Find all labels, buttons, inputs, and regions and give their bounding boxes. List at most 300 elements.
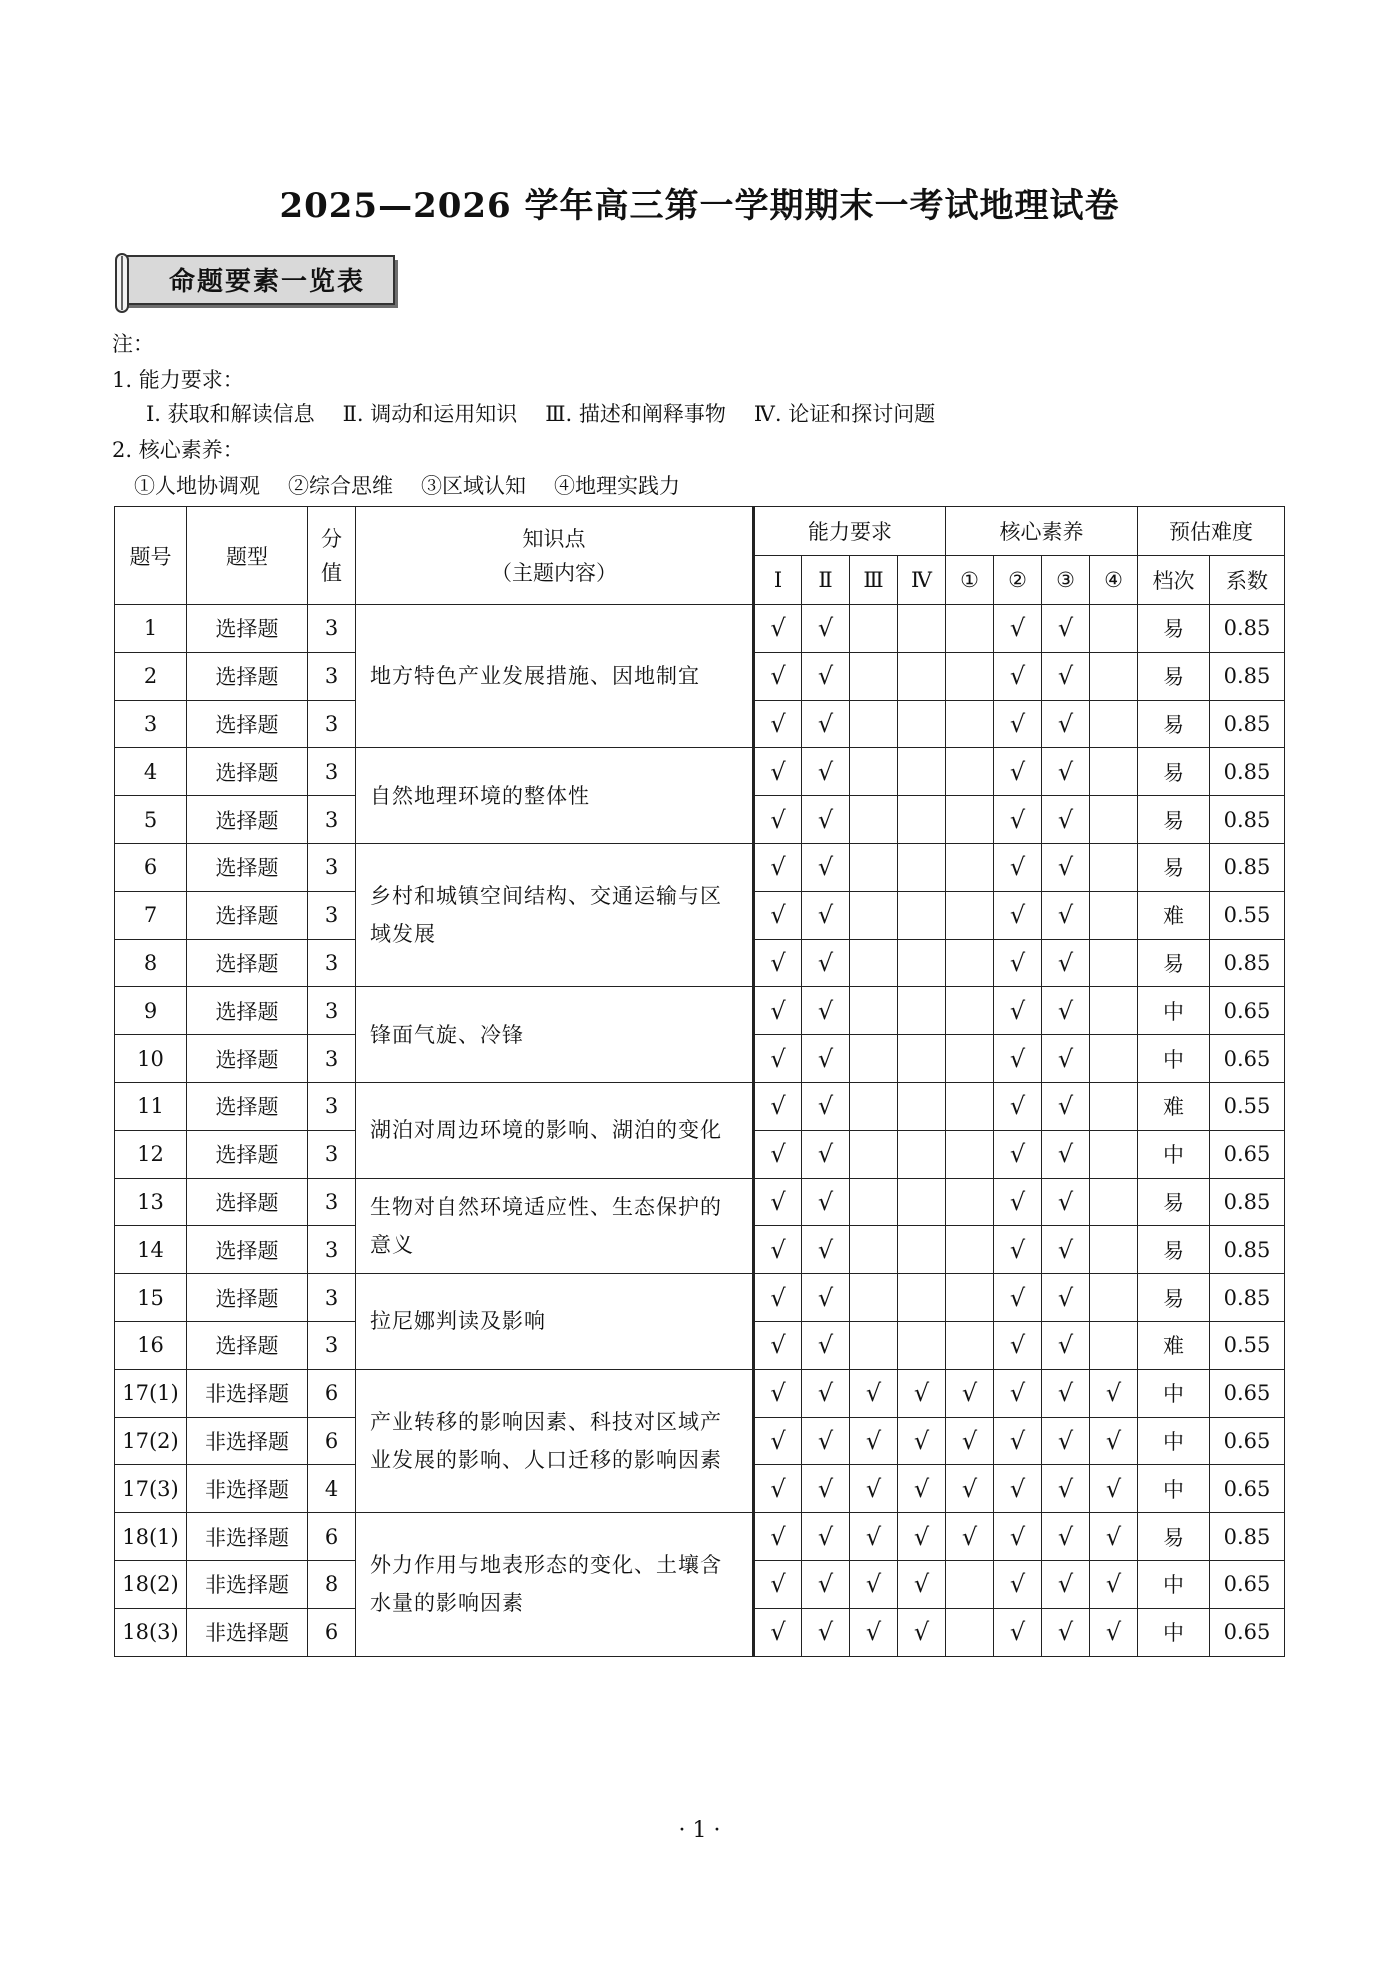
cell-ability-check: √ <box>850 1417 898 1465</box>
cell-coefficient: 0.55 <box>1210 1321 1285 1369</box>
cell-literacy-check: √ <box>1042 605 1090 653</box>
header-ability-col: Ⅱ <box>802 556 850 605</box>
cell-level: 难 <box>1138 891 1210 939</box>
cell-ability-check: √ <box>754 1274 802 1322</box>
table-row <box>115 1274 1285 1322</box>
cell-literacy-check <box>1090 891 1138 939</box>
cell-literacy-check: √ <box>1090 1417 1138 1465</box>
cell-score: 3 <box>308 1274 356 1322</box>
cell-literacy-check: √ <box>1042 1369 1090 1417</box>
cell-ability-check: √ <box>802 1130 850 1178</box>
cell-number: 12 <box>115 1130 187 1178</box>
cell-level: 易 <box>1138 939 1210 987</box>
cell-score: 3 <box>308 1130 356 1178</box>
cell-ability-check: √ <box>754 1465 802 1513</box>
cell-ability-check <box>898 1035 946 1083</box>
cell-literacy-check: √ <box>994 1369 1042 1417</box>
header-literacy-col: ② <box>994 556 1042 605</box>
cell-type: 非选择题 <box>187 1465 308 1513</box>
cell-literacy-check <box>1090 939 1138 987</box>
cell-level: 易 <box>1138 652 1210 700</box>
cell-ability-check: √ <box>802 700 850 748</box>
cell-topic: 自然地理环境的整体性 <box>356 748 754 844</box>
cell-score: 6 <box>308 1608 356 1656</box>
cell-ability-check <box>850 891 898 939</box>
cell-literacy-check <box>946 1178 994 1226</box>
cell-coefficient: 0.65 <box>1210 1465 1285 1513</box>
cell-ability-check <box>850 1035 898 1083</box>
cell-coefficient: 0.65 <box>1210 987 1285 1035</box>
table-row <box>115 1369 1285 1417</box>
cell-ability-check: √ <box>802 843 850 891</box>
cell-literacy-check: √ <box>1042 1178 1090 1226</box>
cell-number: 17(1) <box>115 1369 187 1417</box>
cell-ability-check <box>898 748 946 796</box>
cell-type: 选择题 <box>187 891 308 939</box>
cell-number: 1 <box>115 605 187 653</box>
cell-literacy-check: √ <box>994 1226 1042 1274</box>
cell-ability-check: √ <box>754 1513 802 1561</box>
cell-number: 18(1) <box>115 1513 187 1561</box>
cell-ability-check: √ <box>802 1369 850 1417</box>
cell-literacy-check: √ <box>1042 1130 1090 1178</box>
header-literacy-col: ④ <box>1090 556 1138 605</box>
cell-level: 难 <box>1138 1082 1210 1130</box>
cell-score: 3 <box>308 652 356 700</box>
cell-type: 选择题 <box>187 1178 308 1226</box>
cell-ability-check: √ <box>754 843 802 891</box>
cell-literacy-check <box>1090 1274 1138 1322</box>
cell-ability-check <box>850 987 898 1035</box>
header-ability-col: Ⅲ <box>850 556 898 605</box>
cell-score: 3 <box>308 891 356 939</box>
header-ability: 能力要求 <box>754 507 946 556</box>
cell-score: 6 <box>308 1369 356 1417</box>
cell-ability-check <box>898 652 946 700</box>
cell-literacy-check: √ <box>1042 1513 1090 1561</box>
ability-list <box>146 398 963 428</box>
cell-ability-check <box>898 1178 946 1226</box>
cell-ability-check: √ <box>754 1608 802 1656</box>
cell-literacy-check: √ <box>1042 891 1090 939</box>
header-type: 题型 <box>187 507 308 605</box>
cell-level: 易 <box>1138 1178 1210 1226</box>
cell-literacy-check <box>1090 796 1138 844</box>
header-difficulty: 预估难度 <box>1138 507 1285 556</box>
cell-ability-check: √ <box>850 1560 898 1608</box>
cell-ability-check: √ <box>754 1369 802 1417</box>
cell-literacy-check: √ <box>1042 987 1090 1035</box>
cell-level: 易 <box>1138 605 1210 653</box>
cell-topic: 外力作用与地表形态的变化、土壤含水量的影响因素 <box>356 1513 754 1656</box>
cell-literacy-check <box>946 1274 994 1322</box>
cell-score: 3 <box>308 1178 356 1226</box>
cell-literacy-check: √ <box>994 1321 1042 1369</box>
cell-number: 8 <box>115 939 187 987</box>
cell-ability-check <box>898 1130 946 1178</box>
cell-literacy-check <box>946 891 994 939</box>
cell-ability-check <box>850 605 898 653</box>
cell-type: 选择题 <box>187 1274 308 1322</box>
cell-literacy-check <box>1090 1226 1138 1274</box>
cell-number: 4 <box>115 748 187 796</box>
cell-ability-check <box>898 796 946 844</box>
cell-literacy-check: √ <box>946 1417 994 1465</box>
cell-score: 3 <box>308 843 356 891</box>
cell-literacy-check: √ <box>994 605 1042 653</box>
cell-ability-check: √ <box>754 1321 802 1369</box>
cell-number: 7 <box>115 891 187 939</box>
cell-ability-check <box>898 700 946 748</box>
cell-literacy-check: √ <box>1042 700 1090 748</box>
cell-type: 选择题 <box>187 843 308 891</box>
cell-ability-check: √ <box>802 1178 850 1226</box>
cell-literacy-check: √ <box>994 1417 1042 1465</box>
header-number: 题号 <box>115 507 187 605</box>
cell-score: 3 <box>308 700 356 748</box>
cell-ability-check <box>898 843 946 891</box>
cell-ability-check: √ <box>754 1417 802 1465</box>
cell-ability-check: √ <box>802 1513 850 1561</box>
cell-score: 3 <box>308 796 356 844</box>
cell-ability-check: √ <box>754 796 802 844</box>
cell-topic: 湖泊对周边环境的影响、湖泊的变化 <box>356 1082 754 1178</box>
cell-coefficient: 0.65 <box>1210 1369 1285 1417</box>
cell-score: 3 <box>308 1082 356 1130</box>
ability-heading: 1. 能力要求： <box>112 368 244 392</box>
header-level: 档次 <box>1138 556 1210 605</box>
cell-type: 非选择题 <box>187 1369 308 1417</box>
table-row <box>115 1513 1285 1561</box>
cell-number: 18(3) <box>115 1608 187 1656</box>
cell-literacy-check: √ <box>994 1035 1042 1083</box>
cell-ability-check: √ <box>754 1130 802 1178</box>
cell-score: 3 <box>308 939 356 987</box>
cell-literacy-check: √ <box>994 1513 1042 1561</box>
cell-literacy-check: √ <box>994 1274 1042 1322</box>
cell-ability-check: √ <box>754 939 802 987</box>
cell-literacy-check <box>946 1082 994 1130</box>
cell-ability-check: √ <box>898 1465 946 1513</box>
cell-literacy-check <box>1090 748 1138 796</box>
header-coefficient: 系数 <box>1210 556 1285 605</box>
cell-ability-check: √ <box>802 939 850 987</box>
cell-level: 中 <box>1138 1608 1210 1656</box>
cell-literacy-check <box>1090 1130 1138 1178</box>
header-ability-col: Ⅰ <box>754 556 802 605</box>
literacy-item: ④地理实践力 <box>554 474 680 498</box>
cell-type: 选择题 <box>187 1035 308 1083</box>
cell-literacy-check <box>1090 1035 1138 1083</box>
cell-score: 6 <box>308 1417 356 1465</box>
cell-level: 易 <box>1138 1226 1210 1274</box>
cell-ability-check: √ <box>802 1608 850 1656</box>
cell-ability-check <box>850 700 898 748</box>
cell-coefficient: 0.85 <box>1210 1513 1285 1561</box>
cell-literacy-check: √ <box>1090 1465 1138 1513</box>
cell-level: 中 <box>1138 1465 1210 1513</box>
cell-ability-check: √ <box>898 1369 946 1417</box>
ability-item: Ⅳ. 论证和探讨问题 <box>753 402 936 426</box>
cell-type: 选择题 <box>187 796 308 844</box>
cell-ability-check: √ <box>754 1082 802 1130</box>
cell-ability-check <box>898 1082 946 1130</box>
cell-ability-check: √ <box>802 1417 850 1465</box>
cell-coefficient: 0.65 <box>1210 1130 1285 1178</box>
cell-ability-check: √ <box>850 1369 898 1417</box>
cell-literacy-check: √ <box>1042 939 1090 987</box>
cell-ability-check <box>850 1274 898 1322</box>
cell-ability-check: √ <box>850 1513 898 1561</box>
cell-literacy-check: √ <box>1090 1560 1138 1608</box>
cell-literacy-check <box>946 939 994 987</box>
cell-level: 易 <box>1138 1274 1210 1322</box>
cell-ability-check <box>898 939 946 987</box>
cell-ability-check: √ <box>754 652 802 700</box>
cell-literacy-check: √ <box>1042 1226 1090 1274</box>
header-knowledge-sub: （主题内容） <box>491 560 617 585</box>
cell-literacy-check <box>1090 843 1138 891</box>
cell-type: 选择题 <box>187 748 308 796</box>
cell-number: 11 <box>115 1082 187 1130</box>
cell-score: 3 <box>308 987 356 1035</box>
page-number: · 1 · <box>678 1818 721 1843</box>
note-label: 注： <box>112 332 154 356</box>
literacy-item: ①人地协调观 <box>134 474 260 498</box>
cell-literacy-check: √ <box>994 843 1042 891</box>
cell-coefficient: 0.65 <box>1210 1035 1285 1083</box>
cell-ability-check: √ <box>802 1226 850 1274</box>
cell-topic: 产业转移的影响因素、科技对区域产业发展的影响、人口迁移的影响因素 <box>356 1369 754 1512</box>
cell-literacy-check <box>946 1226 994 1274</box>
cell-type: 非选择题 <box>187 1608 308 1656</box>
cell-literacy-check: √ <box>1042 796 1090 844</box>
cell-ability-check: √ <box>898 1417 946 1465</box>
cell-number: 3 <box>115 700 187 748</box>
header-ability-col: Ⅳ <box>898 556 946 605</box>
cell-ability-check <box>850 1321 898 1369</box>
cell-ability-check: √ <box>754 605 802 653</box>
cell-literacy-check: √ <box>1042 1321 1090 1369</box>
cell-literacy-check: √ <box>994 1130 1042 1178</box>
cell-ability-check: √ <box>802 605 850 653</box>
cell-literacy-check: √ <box>1042 1274 1090 1322</box>
cell-level: 中 <box>1138 1560 1210 1608</box>
cell-level: 易 <box>1138 748 1210 796</box>
cell-literacy-check: √ <box>994 1560 1042 1608</box>
cell-literacy-check: √ <box>1090 1513 1138 1561</box>
cell-type: 选择题 <box>187 939 308 987</box>
cell-ability-check: √ <box>802 1035 850 1083</box>
cell-ability-check: √ <box>802 1321 850 1369</box>
cell-literacy-check: √ <box>1042 748 1090 796</box>
cell-literacy-check: √ <box>1090 1608 1138 1656</box>
cell-ability-check: √ <box>850 1465 898 1513</box>
cell-literacy-check <box>946 1560 994 1608</box>
header-score <box>308 507 356 605</box>
cell-ability-check: √ <box>754 1035 802 1083</box>
cell-literacy-check: √ <box>946 1513 994 1561</box>
cell-type: 非选择题 <box>187 1513 308 1561</box>
section-banner-label: 命题要素一览表 <box>168 267 365 297</box>
cell-topic: 生物对自然环境适应性、生态保护的意义 <box>356 1178 754 1274</box>
cell-ability-check: √ <box>802 1274 850 1322</box>
cell-literacy-check: √ <box>1042 1035 1090 1083</box>
literacy-list <box>134 470 708 500</box>
cell-literacy-check <box>1090 1082 1138 1130</box>
cell-literacy-check: √ <box>994 1608 1042 1656</box>
cell-ability-check <box>898 891 946 939</box>
section-banner <box>112 252 402 316</box>
cell-level: 中 <box>1138 1369 1210 1417</box>
cell-score: 3 <box>308 748 356 796</box>
cell-ability-check <box>850 1226 898 1274</box>
cell-ability-check <box>850 652 898 700</box>
cell-ability-check <box>898 1321 946 1369</box>
cell-ability-check <box>898 605 946 653</box>
cell-literacy-check <box>1090 1321 1138 1369</box>
cell-literacy-check: √ <box>994 652 1042 700</box>
cell-level: 中 <box>1138 1130 1210 1178</box>
literacy-heading: 2. 核心素养： <box>112 438 244 462</box>
cell-literacy-check <box>946 748 994 796</box>
cell-type: 选择题 <box>187 605 308 653</box>
header-literacy: 核心素养 <box>946 507 1138 556</box>
cell-ability-check <box>850 843 898 891</box>
cell-coefficient: 0.85 <box>1210 843 1285 891</box>
cell-type: 选择题 <box>187 1130 308 1178</box>
cell-ability-check: √ <box>754 748 802 796</box>
header-literacy-col: ③ <box>1042 556 1090 605</box>
cell-literacy-check <box>946 1035 994 1083</box>
cell-ability-check: √ <box>754 1178 802 1226</box>
cell-ability-check <box>850 748 898 796</box>
cell-literacy-check: √ <box>1090 1369 1138 1417</box>
cell-literacy-check <box>1090 605 1138 653</box>
cell-score: 8 <box>308 1560 356 1608</box>
cell-literacy-check: √ <box>1042 1465 1090 1513</box>
cell-literacy-check: √ <box>994 700 1042 748</box>
cell-ability-check: √ <box>898 1608 946 1656</box>
cell-coefficient: 0.85 <box>1210 652 1285 700</box>
table-row <box>115 1178 1285 1226</box>
cell-literacy-check <box>946 796 994 844</box>
cell-literacy-check: √ <box>994 796 1042 844</box>
cell-score: 3 <box>308 1035 356 1083</box>
cell-literacy-check <box>946 843 994 891</box>
cell-number: 2 <box>115 652 187 700</box>
cell-type: 选择题 <box>187 652 308 700</box>
cell-ability-check: √ <box>754 987 802 1035</box>
cell-number: 5 <box>115 796 187 844</box>
cell-ability-check: √ <box>802 1560 850 1608</box>
cell-score: 6 <box>308 1513 356 1561</box>
cell-literacy-check: √ <box>994 891 1042 939</box>
cell-ability-check <box>850 939 898 987</box>
cell-number: 10 <box>115 1035 187 1083</box>
cell-coefficient: 0.65 <box>1210 1417 1285 1465</box>
cell-level: 中 <box>1138 1035 1210 1083</box>
cell-literacy-check: √ <box>994 987 1042 1035</box>
cell-coefficient: 0.85 <box>1210 605 1285 653</box>
cell-literacy-check <box>946 1130 994 1178</box>
table-row <box>115 843 1285 891</box>
cell-ability-check: √ <box>802 748 850 796</box>
cell-literacy-check: √ <box>994 939 1042 987</box>
cell-ability-check: √ <box>754 1226 802 1274</box>
cell-type: 非选择题 <box>187 1560 308 1608</box>
cell-coefficient: 0.85 <box>1210 700 1285 748</box>
cell-type: 选择题 <box>187 1226 308 1274</box>
cell-number: 9 <box>115 987 187 1035</box>
cell-ability-check: √ <box>802 1465 850 1513</box>
cell-literacy-check: √ <box>994 1178 1042 1226</box>
cell-literacy-check <box>1090 700 1138 748</box>
cell-literacy-check <box>946 1321 994 1369</box>
cell-ability-check: √ <box>802 987 850 1035</box>
cell-type: 非选择题 <box>187 1417 308 1465</box>
cell-literacy-check: √ <box>994 748 1042 796</box>
cell-literacy-check: √ <box>994 1082 1042 1130</box>
cell-level: 中 <box>1138 1417 1210 1465</box>
cell-ability-check <box>850 1178 898 1226</box>
table-row <box>115 605 1285 653</box>
cell-level: 易 <box>1138 1513 1210 1561</box>
cell-ability-check <box>850 1082 898 1130</box>
cell-type: 选择题 <box>187 1321 308 1369</box>
cell-number: 13 <box>115 1178 187 1226</box>
cell-ability-check: √ <box>898 1560 946 1608</box>
cell-number: 16 <box>115 1321 187 1369</box>
cell-number: 18(2) <box>115 1560 187 1608</box>
cell-coefficient: 0.85 <box>1210 796 1285 844</box>
cell-topic: 拉尼娜判读及影响 <box>356 1274 754 1370</box>
cell-literacy-check <box>946 700 994 748</box>
cell-level: 中 <box>1138 987 1210 1035</box>
cell-level: 易 <box>1138 796 1210 844</box>
cell-ability-check: √ <box>802 652 850 700</box>
cell-number: 17(3) <box>115 1465 187 1513</box>
cell-ability-check: √ <box>754 891 802 939</box>
cell-literacy-check <box>1090 987 1138 1035</box>
cell-ability-check <box>898 1274 946 1322</box>
cell-number: 17(2) <box>115 1417 187 1465</box>
cell-level: 易 <box>1138 700 1210 748</box>
proposition-table <box>114 506 1285 1657</box>
cell-ability-check: √ <box>898 1513 946 1561</box>
ability-item: Ⅰ. 获取和解读信息 <box>146 402 315 426</box>
header-knowledge <box>356 507 754 605</box>
cell-literacy-check: √ <box>1042 843 1090 891</box>
literacy-item: ③区域认知 <box>421 474 526 498</box>
cell-score: 3 <box>308 1321 356 1369</box>
cell-literacy-check: √ <box>946 1465 994 1513</box>
cell-ability-check: √ <box>850 1608 898 1656</box>
cell-ability-check: √ <box>802 796 850 844</box>
cell-score: 3 <box>308 605 356 653</box>
cell-literacy-check: √ <box>1042 1417 1090 1465</box>
table-row <box>115 1082 1285 1130</box>
cell-number: 15 <box>115 1274 187 1322</box>
cell-ability-check <box>898 987 946 1035</box>
cell-coefficient: 0.85 <box>1210 939 1285 987</box>
cell-literacy-check <box>1090 1178 1138 1226</box>
cell-literacy-check <box>946 605 994 653</box>
cell-topic: 乡村和城镇空间结构、交通运输与区域发展 <box>356 843 754 986</box>
cell-coefficient: 0.65 <box>1210 1608 1285 1656</box>
cell-number: 6 <box>115 843 187 891</box>
cell-topic: 地方特色产业发展措施、因地制宜 <box>356 605 754 748</box>
